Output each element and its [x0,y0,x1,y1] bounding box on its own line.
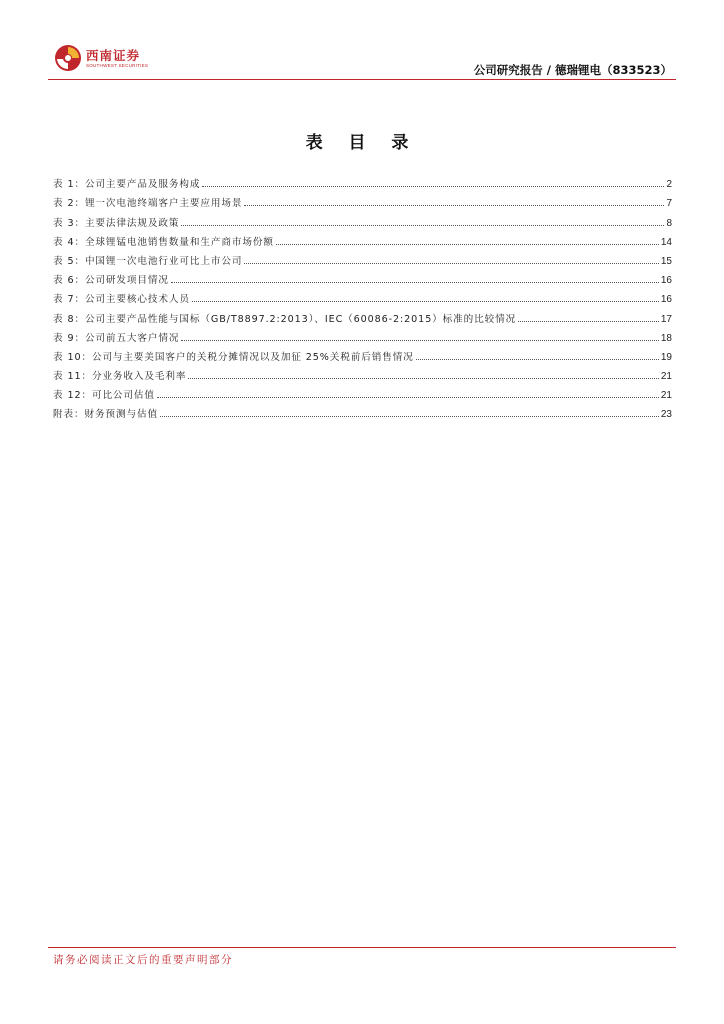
toc-leader-dots [416,359,659,360]
toc-entry-page: 15 [660,255,672,267]
toc-entry-page: 18 [660,332,672,344]
toc-entry-label: 表 9：公司前五大客户情况 [53,332,180,344]
toc-entry-page: 8 [666,217,672,229]
toc-entry-page: 21 [660,390,672,402]
toc-entry-page: 7 [666,198,672,210]
toc-entry-page: 19 [660,351,672,363]
toc-entry-label: 表 7：公司主要核心技术人员 [53,294,190,306]
page-title: 表 目 录 [305,133,419,153]
toc-entry-label: 表 1：公司主要产品及服务构成 [53,179,201,191]
toc-leader-dots [188,378,658,379]
toc-leader-dots [276,244,659,245]
toc-leader-dots [171,282,659,283]
toc-entry-label: 表 2：锂一次电池终端客户主要应用场景 [53,198,243,210]
toc-entry-page: 21 [660,371,672,383]
toc-leader-dots [181,340,658,341]
footer-disclaimer: 请务必阅读正文后的重要声明部分 [53,954,233,966]
toc-leader-dots [160,416,659,417]
toc-entry-page: 16 [660,275,672,287]
toc-entry[interactable] [53,248,672,267]
toc-entry[interactable] [53,363,672,382]
logo-chinese-name: 西南证券 [86,48,141,63]
toc-leader-dots [244,263,659,264]
toc-entry[interactable] [53,401,672,420]
toc-leader-dots [157,397,659,398]
report-label: 公司研究报告 / 德瑞锂电（833523） [473,63,672,77]
page-header [0,0,724,82]
toc-entry-label: 表 10：公司与主要美国客户的关税分摊情况以及加征 25%关税前后销售情况 [53,351,414,363]
header-divider [48,79,676,80]
toc-entry[interactable] [53,171,672,190]
toc-entry-page: 2 [666,179,672,191]
toc-entry[interactable] [53,267,672,286]
company-logo[interactable] [54,44,154,74]
toc-leader-dots [202,186,664,187]
logo-english-name: SOUTHWEST SECURITIES [86,63,149,68]
toc-entry[interactable] [53,305,672,324]
toc-entry-label: 表 8：公司主要产品性能与国标（GB/T8897.2:2013）、IEC（60086-2:2015）标准的比较情况 [53,313,517,325]
toc-entry-label: 表 6：公司研发项目情况 [53,275,169,287]
toc-entry[interactable] [53,209,672,228]
footer-divider [48,947,676,948]
toc-entry-page: 16 [660,294,672,306]
toc-entry[interactable] [53,229,672,248]
toc-entry-label: 表 5：中国锂一次电池行业可比上市公司 [53,255,243,267]
toc-entry-page: 17 [660,313,672,325]
toc-leader-dots [181,225,664,226]
toc-entry-page: 23 [660,409,672,421]
toc-leader-dots [192,301,659,302]
toc-entry[interactable] [53,382,672,401]
toc-entry[interactable] [53,190,672,209]
toc-entry[interactable] [53,325,672,344]
toc-entry-label: 表 11：分业务收入及毛利率 [53,371,187,383]
toc-entry-label: 表 3：主要法律法规及政策 [53,217,180,229]
toc-entry-label: 表 12：可比公司估值 [53,390,155,402]
logo-emblem-icon [54,44,82,72]
toc-entry-label: 表 4：全球锂锰电池销售数量和生产商市场份额 [53,236,274,248]
toc-leader-dots [518,321,659,322]
toc-leader-dots [244,205,664,206]
toc-entry[interactable] [53,344,672,363]
toc-entry-label: 附表：财务预测与估值 [53,409,158,421]
toc-entry[interactable] [53,286,672,305]
table-of-contents [53,171,672,420]
toc-entry-page: 14 [660,236,672,248]
